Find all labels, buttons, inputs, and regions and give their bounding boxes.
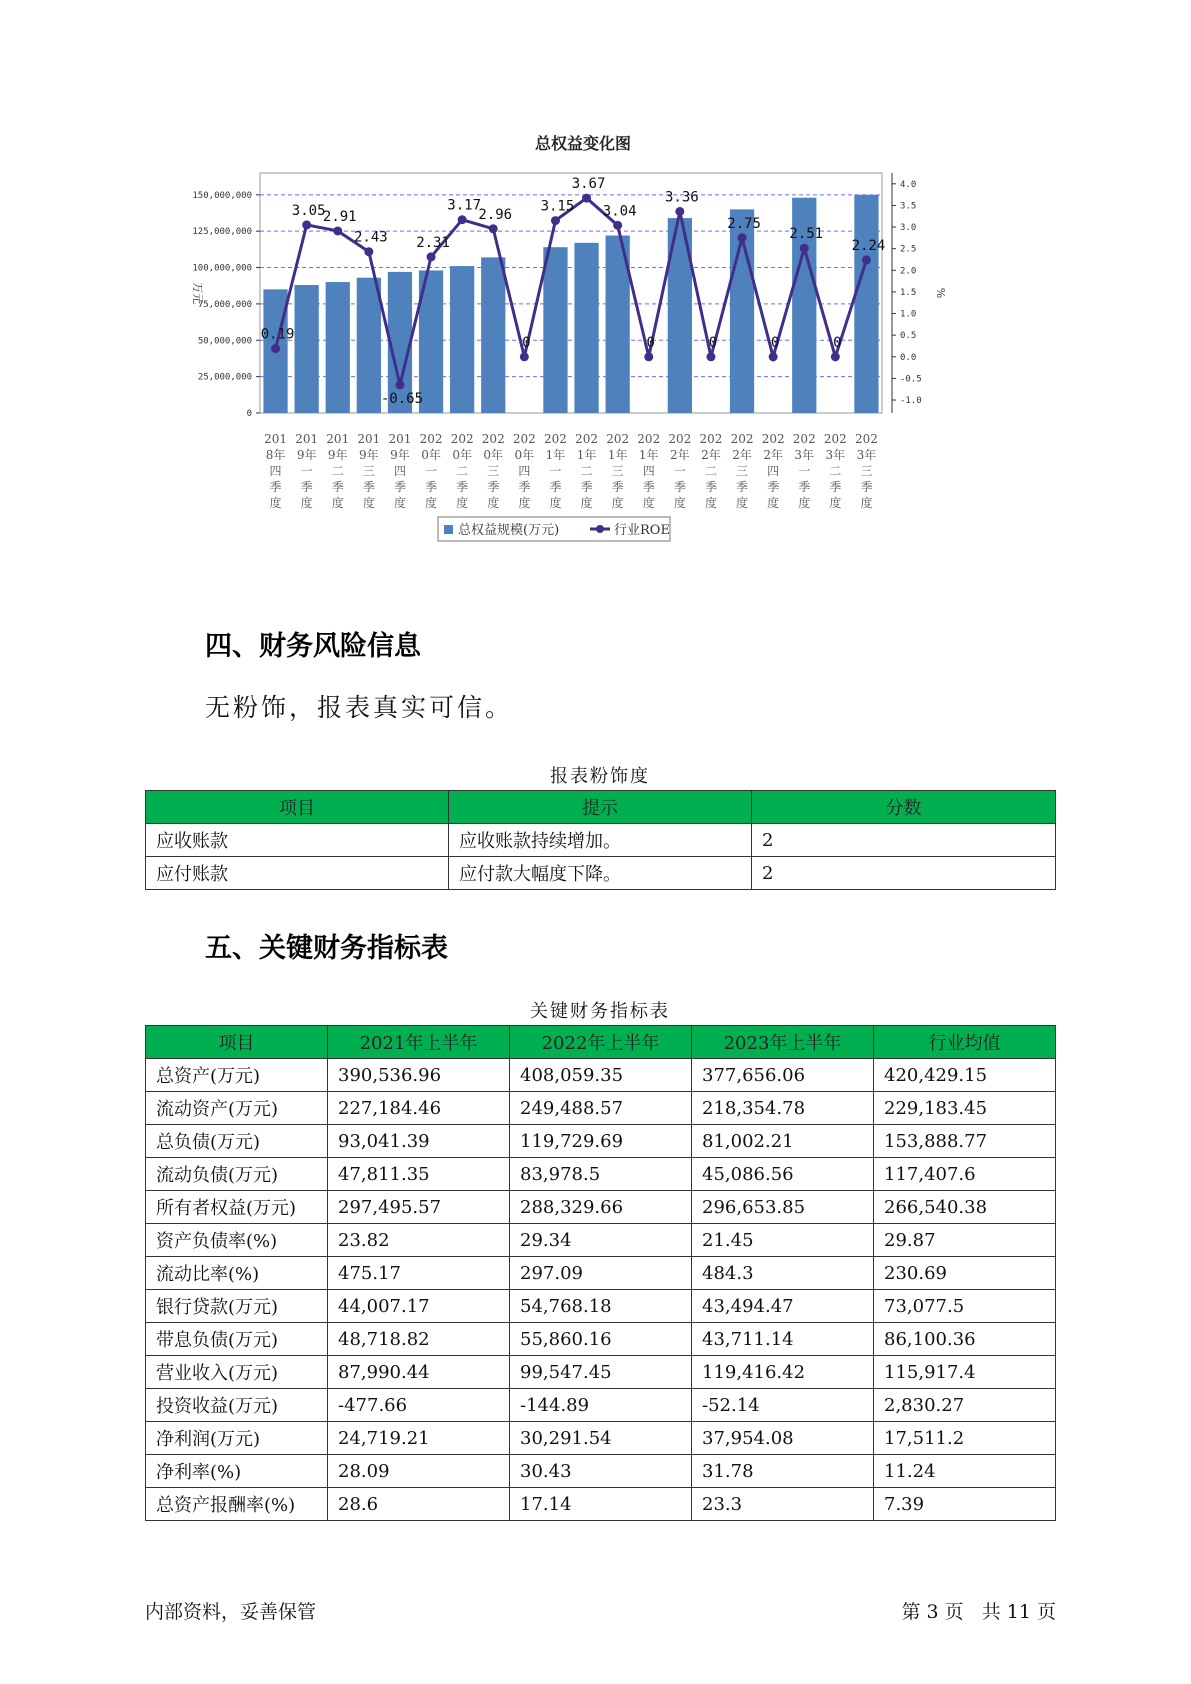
kpi-table-cell: 83,978.5: [510, 1158, 692, 1191]
kpi-table-cell: 29.34: [510, 1224, 692, 1257]
roe-point: [769, 352, 778, 361]
y-right-tick-label: 0.5: [900, 331, 917, 342]
roe-point: [271, 344, 280, 353]
equity-bar: [481, 257, 505, 413]
kpi-table-cell: 93,041.39: [328, 1125, 510, 1158]
y-left-tick-label: 150,000,000: [192, 190, 252, 201]
footer-page-number: 第 3 页 共 11 页: [901, 1601, 1056, 1623]
risk-table-cell: 应收账款持续增加。: [449, 824, 752, 857]
kpi-table-cell: 净利率(%): [146, 1455, 328, 1488]
roe-point: [489, 224, 498, 233]
kpi-table-cell: 81,002.21: [692, 1125, 874, 1158]
kpi-table-header-row: [146, 1026, 1056, 1059]
risk-header-cell: 提示: [449, 791, 752, 824]
risk-table-cell: 2: [752, 857, 1056, 890]
kpi-table-row: [146, 1158, 1056, 1191]
x-tick-label: 202 1年二季度: [575, 432, 599, 510]
risk-table-header-row: [146, 791, 1056, 824]
y-right-tick-label: 0.0: [900, 352, 917, 363]
equity-bar: [854, 195, 878, 413]
kpi-table-cell: 117,407.6: [874, 1158, 1056, 1191]
kpi-table-cell: 218,354.78: [692, 1092, 874, 1125]
kpi-table-cell: -144.89: [510, 1389, 692, 1422]
kpi-table-cell: 390,536.96: [328, 1059, 510, 1092]
kpi-table-row: [146, 1191, 1056, 1224]
x-tick-label: 202 3年三季度: [854, 432, 878, 510]
kpi-table-cell: 流动比率(%): [146, 1257, 328, 1290]
kpi-table-cell: 28.09: [328, 1455, 510, 1488]
risk-table-row: [146, 824, 1056, 857]
x-tick-label: 202 0年一季度: [419, 432, 443, 510]
x-tick-label: 202 2年二季度: [699, 432, 723, 510]
kpi-table: [145, 1025, 1056, 1521]
kpi-table-cell: 73,077.5: [874, 1290, 1056, 1323]
kpi-table-cell: 297,495.57: [328, 1191, 510, 1224]
kpi-table-cell: 43,494.47: [692, 1290, 874, 1323]
legend-line-marker: [596, 525, 604, 533]
kpi-table-cell: 流动资产(万元): [146, 1092, 328, 1125]
kpi-table-cell: 475.17: [328, 1257, 510, 1290]
x-tick-label: 202 2年四季度: [761, 432, 785, 510]
y-right-tick-label: 1.0: [900, 309, 917, 320]
roe-point: [862, 255, 871, 264]
x-tick-label: 202 0年三季度: [481, 432, 505, 510]
roe-data-label: 2.43: [353, 229, 388, 246]
roe-data-label: 2.96: [478, 206, 513, 223]
x-tick-label: 202 3年二季度: [823, 432, 847, 510]
kpi-header-cell: 行业均值: [874, 1026, 1056, 1059]
kpi-table-row: [146, 1389, 1056, 1422]
equity-bar: [326, 282, 350, 413]
roe-point: [520, 352, 529, 361]
roe-data-label: 0: [646, 334, 655, 351]
roe-point: [302, 220, 311, 229]
x-tick-label: 201 8年四季度: [264, 432, 288, 510]
roe-point: [800, 244, 809, 253]
risk-header-cell: 分数: [752, 791, 1056, 824]
kpi-table-cell: 43,711.14: [692, 1323, 874, 1356]
kpi-table-cell: 营业收入(万元): [146, 1356, 328, 1389]
y-right-axis-label: %: [934, 287, 947, 299]
kpi-table-row: [146, 1290, 1056, 1323]
kpi-table-row: [146, 1323, 1056, 1356]
equity-chart: [180, 135, 1040, 595]
y-left-tick-label: 0: [246, 409, 252, 419]
kpi-table-cell: 115,917.4: [874, 1356, 1056, 1389]
kpi-table-cell: 总负债(万元): [146, 1125, 328, 1158]
roe-data-label: 3.17: [447, 197, 482, 214]
kpi-table-cell: 29.87: [874, 1224, 1056, 1257]
kpi-table-cell: 24,719.21: [328, 1422, 510, 1455]
kpi-header-cell: 2021年上半年: [328, 1026, 510, 1059]
kpi-table-cell: 297.09: [510, 1257, 692, 1290]
kpi-table-row: [146, 1455, 1056, 1488]
kpi-table-row: [146, 1092, 1056, 1125]
roe-point: [458, 215, 467, 224]
roe-point: [706, 352, 715, 361]
roe-data-label: 2.91: [322, 208, 357, 225]
section5-heading: 五、关键财务指标表: [205, 933, 448, 964]
kpi-table-row: [146, 1356, 1056, 1389]
roe-point: [551, 216, 560, 225]
kpi-table-row: [146, 1488, 1056, 1521]
kpi-table-cell: 28.6: [328, 1488, 510, 1521]
kpi-table-cell: 17.14: [510, 1488, 692, 1521]
kpi-table-cell: 21.45: [692, 1224, 874, 1257]
x-tick-label: 202 1年四季度: [637, 432, 661, 510]
roe-data-label: 3.36: [664, 189, 699, 206]
kpi-table-cell: 2,830.27: [874, 1389, 1056, 1422]
y-left-tick-label: 25,000,000: [197, 372, 252, 383]
roe-point: [395, 380, 404, 389]
kpi-table-cell: 87,990.44: [328, 1356, 510, 1389]
roe-data-label: 3.05: [291, 202, 326, 219]
footer-confidential: 内部资料，妥善保管: [145, 1601, 317, 1623]
kpi-table-cell: 377,656.06: [692, 1059, 874, 1092]
roe-point: [831, 352, 840, 361]
y-left-axis-label: 万元: [191, 282, 204, 304]
kpi-table-cell: 249,488.57: [510, 1092, 692, 1125]
y-left-tick-label: 50,000,000: [197, 336, 252, 347]
risk-table-cell: 2: [752, 824, 1056, 857]
y-right-tick-label: 2.0: [900, 266, 917, 277]
x-tick-label: 201 9年一季度: [295, 432, 319, 510]
kpi-table-cell: 总资产报酬率(%): [146, 1488, 328, 1521]
y-right-tick-label: -0.5: [900, 374, 922, 385]
risk-table-cell: 应付账款: [146, 857, 449, 890]
risk-table: [145, 790, 1056, 890]
risk-table-row: [146, 857, 1056, 890]
risk-table-cell: 应付款大幅度下降。: [449, 857, 752, 890]
roe-point: [364, 247, 373, 256]
x-tick-label: 201 9年二季度: [326, 432, 350, 510]
kpi-table-cell: 流动负债(万元): [146, 1158, 328, 1191]
kpi-table-cell: 484.3: [692, 1257, 874, 1290]
kpi-table-cell: 296,653.85: [692, 1191, 874, 1224]
legend-bar-swatch: [444, 525, 453, 534]
y-right-tick-label: -1.0: [900, 396, 922, 407]
kpi-table-cell: 266,540.38: [874, 1191, 1056, 1224]
kpi-table-row: [146, 1059, 1056, 1092]
kpi-table-cell: 420,429.15: [874, 1059, 1056, 1092]
kpi-table-cell: 119,416.42: [692, 1356, 874, 1389]
roe-data-label: 2.24: [851, 237, 886, 254]
kpi-table-cell: 银行贷款(万元): [146, 1290, 328, 1323]
kpi-table-row: [146, 1422, 1056, 1455]
kpi-table-cell: -52.14: [692, 1389, 874, 1422]
kpi-table-row: [146, 1224, 1056, 1257]
roe-point: [333, 226, 342, 235]
kpi-table-cell: 7.39: [874, 1488, 1056, 1521]
y-left-tick-label: 125,000,000: [192, 227, 252, 238]
kpi-table-cell: 资产负债率(%): [146, 1224, 328, 1257]
equity-bar: [357, 278, 381, 413]
kpi-table-cell: 99,547.45: [510, 1356, 692, 1389]
roe-data-label: 2.51: [789, 226, 824, 243]
equity-bar: [574, 243, 598, 413]
kpi-table-cell: 119,729.69: [510, 1125, 692, 1158]
x-tick-label: 202 2年一季度: [668, 432, 692, 510]
roe-data-label: 0: [522, 334, 531, 351]
roe-data-label: 2.75: [727, 215, 761, 232]
kpi-table-cell: 230.69: [874, 1257, 1056, 1290]
kpi-table-cell: 所有者权益(万元): [146, 1191, 328, 1224]
y-left-tick-label: 75,000,000: [197, 299, 252, 310]
roe-data-label: 3.15: [540, 198, 575, 215]
kpi-table-cell: 48,718.82: [328, 1323, 510, 1356]
kpi-table-caption: 关键财务指标表: [530, 1001, 670, 1022]
chart-title: 总权益变化图: [534, 135, 632, 153]
kpi-table-cell: 17,511.2: [874, 1422, 1056, 1455]
roe-data-label: 3.67: [571, 176, 606, 193]
kpi-table-cell: 带息负债(万元): [146, 1323, 328, 1356]
legend-line-label: 行业ROE: [614, 523, 670, 538]
kpi-table-cell: 408,059.35: [510, 1059, 692, 1092]
kpi-table-cell: 总资产(万元): [146, 1059, 328, 1092]
kpi-table-row: [146, 1125, 1056, 1158]
kpi-table-cell: 47,811.35: [328, 1158, 510, 1191]
kpi-table-cell: 23.82: [328, 1224, 510, 1257]
kpi-table-cell: 288,329.66: [510, 1191, 692, 1224]
y-right-tick-label: 2.5: [900, 244, 917, 255]
kpi-header-cell: 2023年上半年: [692, 1026, 874, 1059]
kpi-table-cell: 86,100.36: [874, 1323, 1056, 1356]
y-right-tick-label: 3.0: [900, 223, 917, 234]
roe-point: [582, 194, 591, 203]
equity-chart-svg: [180, 135, 1040, 595]
roe-data-label: 3.04: [602, 203, 637, 220]
kpi-table-cell: 37,954.08: [692, 1422, 874, 1455]
section4-text: 无粉饰，报表真实可信。: [205, 693, 514, 722]
risk-table-cell: 应收账款: [146, 824, 449, 857]
kpi-table-cell: 45,086.56: [692, 1158, 874, 1191]
y-right-tick-label: 3.5: [900, 201, 917, 212]
x-tick-label: 202 1年三季度: [606, 432, 630, 510]
x-tick-label: 202 3年一季度: [792, 432, 816, 510]
x-tick-label: 202 0年二季度: [450, 432, 474, 510]
x-tick-label: 201 9年四季度: [388, 432, 412, 510]
kpi-table-cell: 229,183.45: [874, 1092, 1056, 1125]
roe-data-label: 0: [708, 334, 718, 351]
risk-header-cell: 项目: [146, 791, 449, 824]
kpi-table-cell: 44,007.17: [328, 1290, 510, 1323]
section4-heading: 四、财务风险信息: [205, 631, 421, 662]
roe-point: [644, 352, 653, 361]
kpi-table-cell: 30,291.54: [510, 1422, 692, 1455]
x-tick-label: 201 9年三季度: [357, 432, 381, 510]
kpi-table-cell: 153,888.77: [874, 1125, 1056, 1158]
y-right-tick-label: 1.5: [900, 287, 917, 298]
x-tick-label: 202 2年三季度: [730, 432, 754, 510]
equity-bar: [543, 247, 567, 413]
kpi-table-cell: 23.3: [692, 1488, 874, 1521]
y-left-tick-label: 100,000,000: [192, 263, 252, 274]
y-right-tick-label: 4.0: [900, 179, 917, 190]
kpi-table-cell: -477.66: [328, 1389, 510, 1422]
roe-data-label: 0: [833, 334, 842, 351]
roe-data-label: 0.19: [260, 326, 295, 343]
equity-bar: [295, 285, 319, 413]
kpi-table-cell: 11.24: [874, 1455, 1056, 1488]
kpi-table-cell: 投资收益(万元): [146, 1389, 328, 1422]
legend-bar-label: 总权益规模(万元): [458, 523, 560, 538]
roe-point: [613, 221, 622, 230]
kpi-header-cell: 项目: [146, 1026, 328, 1059]
kpi-table-cell: 30.43: [510, 1455, 692, 1488]
kpi-table-cell: 净利润(万元): [146, 1422, 328, 1455]
kpi-table-cell: 227,184.46: [328, 1092, 510, 1125]
x-tick-label: 202 1年一季度: [543, 432, 567, 510]
x-tick-label: 202 0年四季度: [512, 432, 536, 510]
roe-data-label: -0.65: [380, 390, 424, 407]
roe-data-label: 2.31: [416, 234, 450, 251]
roe-point: [427, 252, 436, 261]
kpi-table-cell: 55,860.16: [510, 1323, 692, 1356]
kpi-table-cell: 54,768.18: [510, 1290, 692, 1323]
kpi-table-row: [146, 1257, 1056, 1290]
risk-table-caption: 报表粉饰度: [550, 766, 650, 787]
kpi-table-cell: 31.78: [692, 1455, 874, 1488]
roe-data-label: 0: [770, 334, 780, 351]
roe-point: [675, 207, 684, 216]
equity-bar: [450, 266, 474, 413]
kpi-header-cell: 2022年上半年: [510, 1026, 692, 1059]
roe-point: [738, 233, 747, 242]
